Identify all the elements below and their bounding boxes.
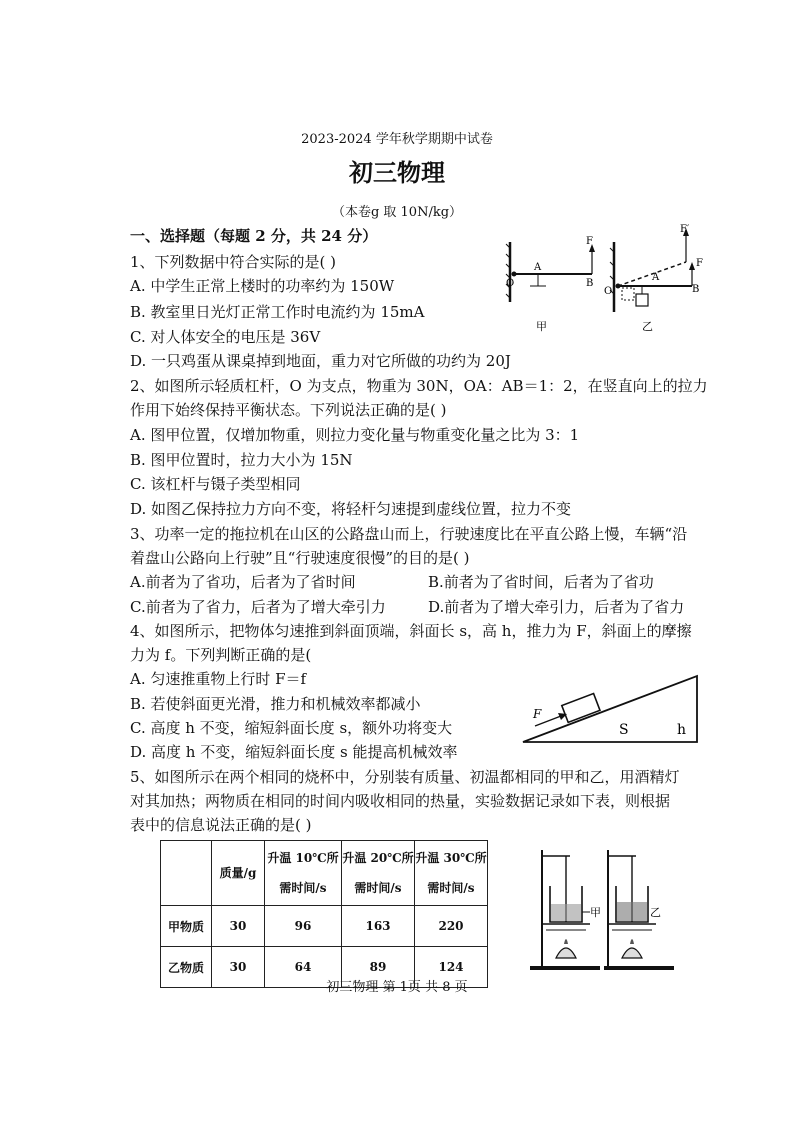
table-header-cell: 升温 20℃所 需时间/s	[342, 841, 415, 906]
q2-stem-line1: 2、如图所示轻质杠杆，O 为支点，物重为 30N，OA：AB＝1：2，在竖直向上的拉力	[130, 377, 708, 395]
table-cell: 163	[342, 906, 415, 947]
lever-yi-label-b: B	[692, 284, 700, 295]
q4-option-c: C. 高度 h 不变，缩短斜面长度 s，额外功将变大	[130, 719, 453, 737]
q4-stem-line1: 4、如图所示，把物体匀速推到斜面顶端，斜面长 s，高 h，推力为 F，斜面上的摩擦	[130, 622, 692, 640]
section-title: 一、选择题（每题 2 分，共 24 分）	[130, 227, 378, 245]
q1-option-c: C. 对人体安全的电压是 36V	[130, 328, 321, 346]
lever-jia-label-b: B	[586, 278, 594, 289]
lever-jia-label-o: O	[506, 278, 515, 289]
lever-jia-caption: 甲	[536, 320, 547, 333]
exam-title: 2023-2024 学年秋学期期中试卷	[301, 132, 493, 147]
q2-option-c: C. 该杠杆与镊子类型相同	[130, 475, 301, 493]
subject-title: 初三物理	[349, 158, 445, 187]
table-row	[161, 906, 488, 947]
table-header-cell: 升温 10℃所 需时间/s	[265, 841, 342, 906]
table-cell: 89	[342, 947, 415, 988]
page-footer: 初三物理 第 1页 共 8 页	[326, 980, 468, 995]
apparatus-yi	[604, 850, 674, 970]
q5-stem-line2: 对其加热；两物质在相同的时间内吸收相同的热量，实验数据记录如下表，则根据	[130, 792, 671, 810]
incline-figure	[515, 668, 705, 748]
table-header-row	[161, 841, 488, 906]
table-header-cell	[161, 841, 212, 906]
beaker-figure	[520, 846, 690, 974]
q4-option-d: D. 高度 h 不变，缩短斜面长度 s 能提高机械效率	[130, 743, 458, 761]
table-cell: 64	[265, 947, 342, 988]
exam-note: （本卷g 取 10N/kg）	[331, 205, 463, 220]
lever-jia	[506, 242, 595, 302]
table-header-cell: 质量/g	[212, 841, 265, 906]
lever-yi-caption: 乙	[642, 320, 653, 333]
beaker-label-yi: 乙	[650, 906, 661, 919]
q3-stem-line2: 着盘山公路向上行驶”且“行驶速度很慢”的目的是( )	[130, 549, 470, 567]
data-table	[160, 840, 488, 988]
q3-stem-line1: 3、功率一定的拖拉机在山区的公路盘山而上，行驶速度比在平直公路上慢，车辆“沿	[130, 525, 688, 543]
q5-stem-line3: 表中的信息说法正确的是( )	[130, 816, 312, 834]
incline-label-s: S	[619, 722, 629, 738]
table-cell: 96	[265, 906, 342, 947]
q4-stem-line2: 力为 f。下列判断正确的是(	[130, 646, 312, 664]
table-header-cell: 升温 30℃所 需时间/s	[415, 841, 488, 906]
q4-option-b: B. 若使斜面更光滑，推力和机械效率都减小	[130, 695, 421, 713]
lever-yi	[610, 228, 695, 312]
lever-yi-label-o: O	[604, 286, 613, 297]
lever-yi-label-f-prime: F′	[680, 224, 690, 235]
table-cell: 124	[415, 947, 488, 988]
table-cell: 甲物质	[161, 906, 212, 947]
table-cell: 30	[212, 947, 265, 988]
q2-stem-line2: 作用下始终保持平衡状态。下列说法正确的是( )	[130, 401, 447, 419]
incline-label-f: F	[533, 707, 542, 721]
lever-yi-label-f: F	[696, 258, 703, 269]
q1-stem: 1、下列数据中符合实际的是( )	[130, 253, 337, 271]
beaker-label-jia: 甲	[590, 906, 601, 919]
lever-jia-label-a: A	[534, 262, 542, 273]
q3-option-c: C.前者为了省力，后者为了增大牵引力	[130, 598, 386, 616]
lever-figure	[500, 222, 710, 340]
q3-option-a: A.前者为了省功，后者为了省时间	[130, 573, 356, 591]
q2-option-a: A. 图甲位置，仅增加物重，则拉力变化量与物重变化量之比为 3：1	[130, 426, 580, 444]
incline-label-h: h	[677, 722, 687, 738]
table-cell: 乙物质	[161, 947, 212, 988]
q3-option-b: B.前者为了省时间，后者为了省功	[428, 573, 654, 591]
q3-option-d: D.前者为了增大牵引力，后者为了省力	[428, 598, 685, 616]
q1-option-d: D. 一只鸡蛋从课桌掉到地面，重力对它所做的功约为 20J	[130, 352, 511, 370]
q1-option-a: A. 中学生正常上楼时的功率约为 150W	[130, 277, 395, 295]
lever-yi-label-a: A	[652, 272, 660, 283]
q2-option-b: B. 图甲位置时，拉力大小为 15N	[130, 451, 353, 469]
table-cell: 220	[415, 906, 488, 947]
q5-stem-line1: 5、如图所示在两个相同的烧杯中，分别装有质量、初温都相同的甲和乙，用酒精灯	[130, 768, 680, 786]
lever-jia-label-f: F	[586, 236, 593, 247]
table-cell: 30	[212, 906, 265, 947]
q1-option-b: B. 教室里日光灯正常工作时电流约为 15mA	[130, 303, 425, 321]
q2-option-d: D. 如图乙保持拉力方向不变，将轻杆匀速提到虚线位置，拉力不变	[130, 500, 572, 518]
q4-option-a: A. 匀速推重物上行时 F＝f	[130, 670, 307, 688]
